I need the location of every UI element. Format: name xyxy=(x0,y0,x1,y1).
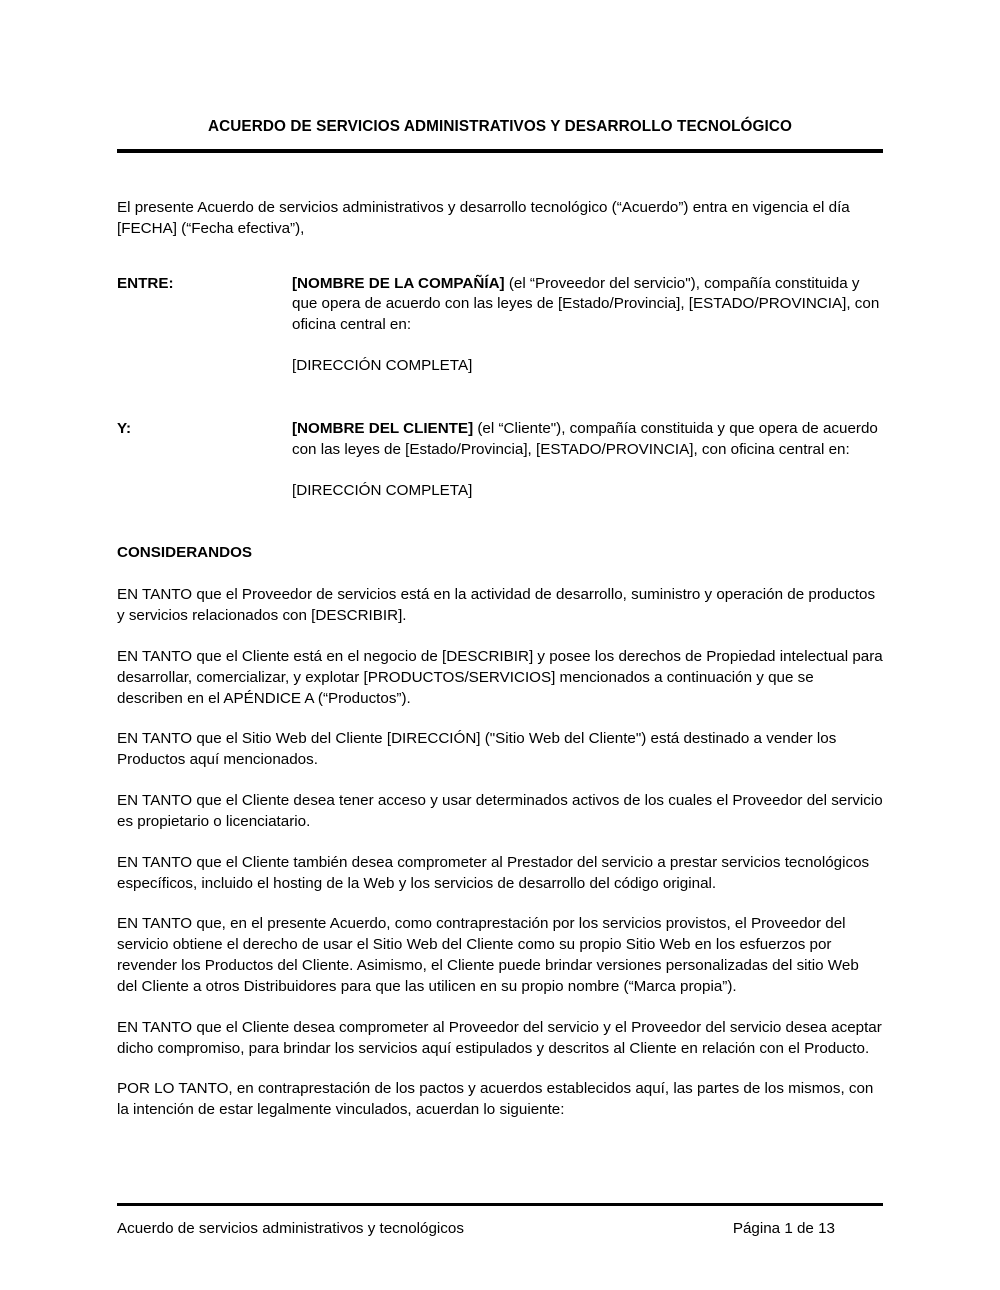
party-block-y xyxy=(117,419,883,501)
recital-paragraph: EN TANTO que el Cliente desea comprometer al Proveedor del servicio y el Proveedor del servicio desea aceptar dicho compromiso, para brindar los servicios aquí estipulados y descritos al Cliente en relación con el Producto. xyxy=(117,1018,882,1057)
party-label-y: Y: xyxy=(117,419,132,437)
party-body-y xyxy=(292,419,883,501)
section-heading-considerandos: CONSIDERANDOS xyxy=(117,544,253,562)
party-name-y: [NOMBRE DEL CLIENTE] xyxy=(292,419,474,437)
recital-paragraph: EN TANTO que el Cliente desea tener acceso y usar determinados activos de los cuales el Proveedor del servicio es propietario o licenciatario. xyxy=(117,792,883,830)
footer-divider xyxy=(117,1203,883,1206)
intro-paragraph: El presente Acuerdo de servicios administrativos y desarrollo tecnológico (“Acuerdo”) entra en vigencia el día [FECHA] (“Fecha efectiva”), xyxy=(117,199,850,237)
party-block-entre xyxy=(117,274,883,377)
spacer xyxy=(117,397,883,419)
footer-title: Acuerdo de servicios administrativos y tecnológicos xyxy=(117,1219,464,1237)
party-label-entre: ENTRE: xyxy=(117,274,174,292)
title-block xyxy=(117,118,883,153)
title-divider xyxy=(117,149,883,153)
footer-page-number: Página 1 de 13 xyxy=(732,1219,835,1237)
party-description-y: (el “Cliente"), compañía constituida y que opera de acuerdo con las leyes de [Estado/Provincia], [ESTADO/PROVINCIA], con oficina central en: xyxy=(292,419,878,458)
party-description-entre: (el “Proveedor del servicio"), compañía constituida y que opera de acuerdo con las leyes de [Estado/Provincia], [ESTADO/PROVINCIA], con oficina central en: xyxy=(292,274,880,334)
party-name-entre: [NOMBRE DE LA COMPAÑÍA] xyxy=(292,274,505,292)
recital-paragraph: EN TANTO que el Cliente también desea comprometer al Prestador del servicio a prestar servicios tecnológicos específicos, incluido el hosting de la Web y los servicios de desarrollo del código original. xyxy=(117,853,870,892)
page-footer xyxy=(117,1203,883,1238)
recital-paragraph: EN TANTO que el Sitio Web del Cliente [DIRECCIÓN] ("Sitio Web del Cliente") está destinado a vender los Productos aquí mencionados. xyxy=(117,730,837,769)
party-address-y: [DIRECCIÓN COMPLETA] xyxy=(292,481,473,499)
recital-paragraph: POR LO TANTO, en contraprestación de los pactos y acuerdos establecidos aquí, las partes de los mismos, con la intención de estar legalmente vinculados, acuerdan lo siguiente: xyxy=(117,1080,874,1119)
page-title: ACUERDO DE SERVICIOS ADMINISTRATIVOS Y DESARROLLO TECNOLÓGICO xyxy=(207,118,793,135)
party-text-entre xyxy=(292,274,883,336)
spacer xyxy=(117,521,883,543)
spacer xyxy=(117,260,883,274)
footer-row xyxy=(117,1219,883,1239)
recital-paragraph: EN TANTO que el Proveedor de servicios está en la actividad de desarrollo, suministro y operación de productos y servicios relacionados con [DESCRIBIR]. xyxy=(117,586,876,625)
party-text-y xyxy=(292,419,883,461)
party-body-entre xyxy=(292,274,883,377)
party-address-entre: [DIRECCIÓN COMPLETA] xyxy=(292,357,473,375)
recital-paragraph: EN TANTO que, en el presente Acuerdo, como contraprestación por los servicios provistos, el Proveedor del servicio obtiene el derecho de usar el Sitio Web del Cliente como su propio Sitio Web en los esfuerzos por revender los Productos del Cliente. Asimismo, el Cliente puede brindar versiones personalizadas del sitio Web del Cliente a otros Distribuidores para que las utilicen en su propio nombre (“Marca propia”). xyxy=(117,915,859,995)
recital-paragraph: EN TANTO que el Cliente está en el negocio de [DESCRIBIR] y posee los derechos de Propiedad intelectual para desarrollar, comercializar, y explotar [PRODUCTOS/SERVICIOS] mencionados a continuación y que se describen en el APÉNDICE A (“Productos”). xyxy=(117,647,883,707)
document-body xyxy=(117,198,883,1121)
